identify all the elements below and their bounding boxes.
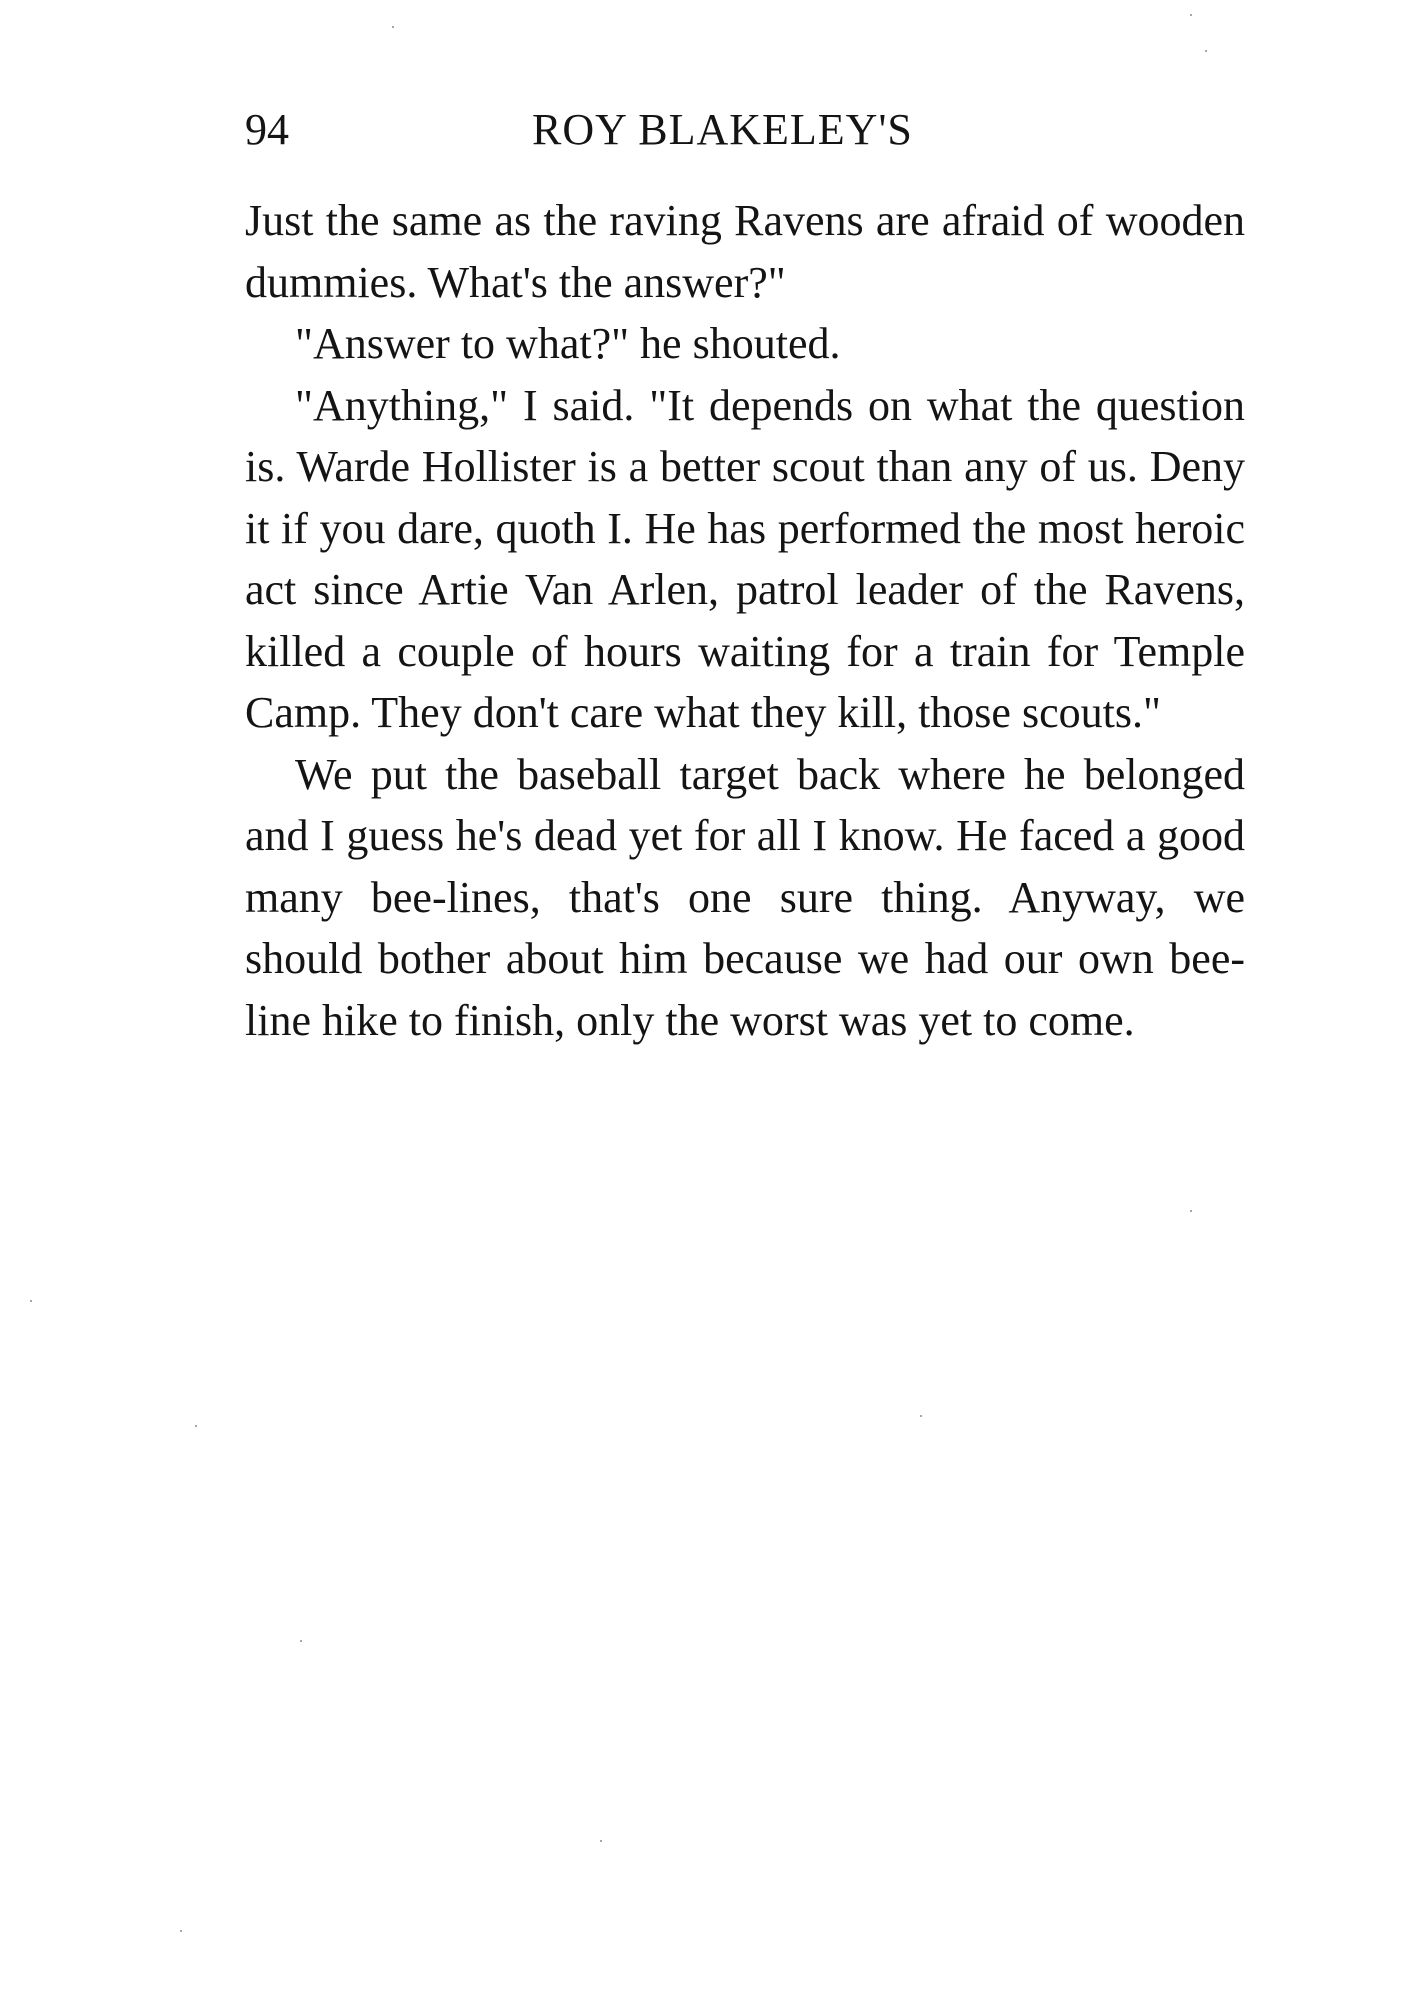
page-number: 94 [245, 105, 289, 154]
paragraph: "Answer to what?" he shouted. [295, 319, 841, 368]
scan-speck [1190, 1210, 1192, 1212]
running-head: ROY BLAKELEY'S [532, 105, 913, 154]
page-header [245, 100, 1245, 160]
scan-speck [600, 1840, 602, 1842]
body-text [245, 190, 1245, 1051]
scan-speck [195, 1425, 197, 1427]
scan-speck [1190, 14, 1192, 16]
scan-speck [392, 26, 394, 28]
paragraph: "Anything," I said. "It depends on what the question is. Warde Hollister is a better scout than any of us. Deny it if you dare, quoth I. He has performed the most heroic act since Artie Van Arlen, patrol leader of the Ravens, killed a couple of hours waiting for a train for Temple Camp. They don't care what they kill, those scouts." [245, 380, 1245, 737]
scan-speck [1205, 50, 1207, 52]
paragraph: Just the same as the raving Ravens are afraid of wooden dummies. What's the answer?" [245, 196, 1245, 307]
paragraph: We put the baseball target back where he belonged and I guess he's dead yet for all I know. He faced a good many bee-lines, that's one sure thing. Anyway, we should bother about him because we had our own bee-line hike to finish, only the worst was yet to come. [245, 749, 1245, 1045]
scan-speck [30, 1300, 32, 1302]
scan-speck [180, 1930, 182, 1932]
scan-speck [300, 1640, 302, 1642]
scan-speck [920, 1415, 922, 1417]
